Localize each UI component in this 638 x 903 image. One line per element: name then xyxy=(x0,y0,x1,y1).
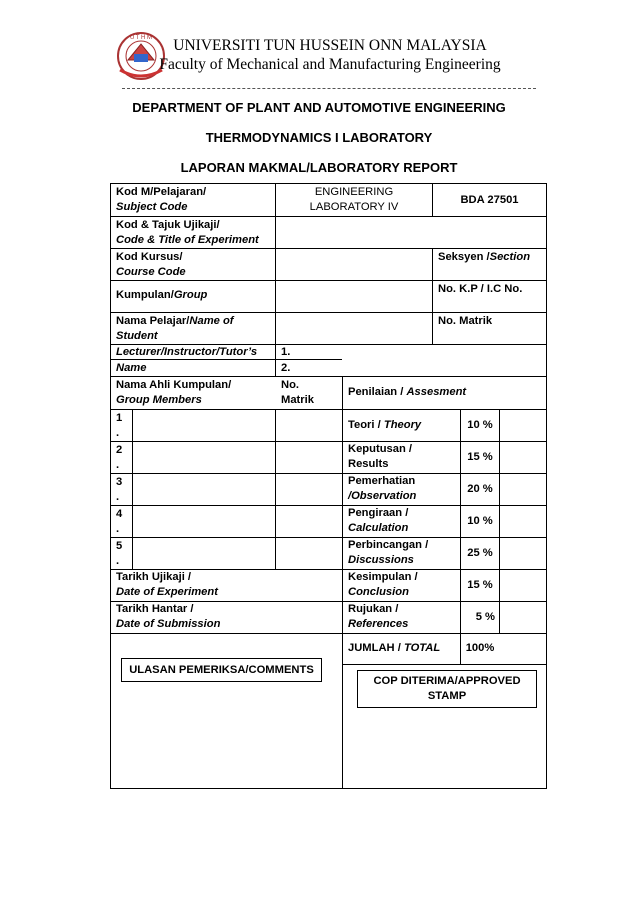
lecturer-2[interactable]: 2. xyxy=(281,362,291,374)
course-code-label: Kod Kursus/ xyxy=(116,251,183,263)
subject-name-line1: ENGINEERING xyxy=(314,186,394,198)
weight-observation: 20 % xyxy=(467,483,493,495)
matric-label: No. Matrik xyxy=(438,315,493,327)
stamp-label-line2: STAMP xyxy=(427,690,467,702)
experiment-label: Kod & Tajuk Ujikaji/ xyxy=(116,219,220,231)
weight-discussions: 25 % xyxy=(467,547,493,559)
date-submission-label-en: Date of Submission xyxy=(116,618,221,630)
assessment-label: Penilaian / Assesment xyxy=(348,386,467,398)
student-name-label-en: Student xyxy=(116,330,158,342)
weight-theory: 10 % xyxy=(467,419,493,431)
assessment-observation-en: /Observation xyxy=(348,490,417,502)
report-form-table xyxy=(110,183,547,789)
member-number: 2 xyxy=(116,444,123,456)
member-number-dot: . xyxy=(116,427,120,439)
assessment-calculation-en: Calculation xyxy=(348,522,409,534)
weight-calculation: 10 % xyxy=(467,515,493,527)
member-number-dot: . xyxy=(116,459,120,471)
group-members-label-en: Group Members xyxy=(116,394,202,406)
report-title: LAPORAN MAKMAL/LABORATORY REPORT xyxy=(180,160,458,175)
student-name-input[interactable] xyxy=(280,317,428,339)
subject-code-label: Kod M/Pelajaran/ xyxy=(116,186,207,198)
member-number: 5 xyxy=(116,540,123,552)
group-members-label: Nama Ahli Kumpulan/ xyxy=(116,379,232,391)
weight-conclusion: 15 % xyxy=(467,579,493,591)
matric-no-label-2: Matrik xyxy=(281,394,314,406)
member-number-dot: . xyxy=(116,555,120,567)
assessment-theory: Teori / Theory xyxy=(348,419,422,431)
lecturer-1[interactable]: 1. xyxy=(281,346,291,358)
member-number: 4 xyxy=(116,508,123,520)
assessment-conclusion-en: Conclusion xyxy=(348,586,409,598)
department-title: DEPARTMENT OF PLANT AND AUTOMOTIVE ENGINEERING xyxy=(132,100,506,115)
group-label: Kumpulan/Group xyxy=(116,289,208,301)
experiment-label-en: Code & Title of Experiment xyxy=(116,234,259,246)
ic-label: No. K.P / I.C No. xyxy=(438,283,523,295)
header-divider xyxy=(122,88,536,89)
comments-area[interactable] xyxy=(116,683,336,783)
faculty-name: Faculty of Mechanical and Manufacturing Engineering xyxy=(159,56,501,73)
section-label: Seksyen /Section xyxy=(438,251,531,263)
assessment-observation: Pemerhatian xyxy=(348,475,416,487)
assessment-references: Rujukan / xyxy=(348,603,399,615)
lecturer-label-2: Name xyxy=(116,362,147,374)
lecturer-label: Lecturer/Instructor/Tutor’s xyxy=(116,346,258,358)
member-number: 1 xyxy=(116,412,123,424)
subject-code-label-en: Subject Code xyxy=(116,201,188,213)
assessment-discussions-en: Discussions xyxy=(348,554,414,566)
weight-references: 5 % xyxy=(475,611,495,623)
experiment-input[interactable] xyxy=(280,221,542,243)
stamp-label-line1: COP DITERIMA/APPROVED xyxy=(373,675,521,687)
assessment-results-en: Results xyxy=(348,458,389,470)
course-code-input[interactable] xyxy=(280,253,428,275)
stamp-label xyxy=(357,670,537,708)
assessment-discussions: Perbincangan / xyxy=(348,539,429,551)
total-value: 100% xyxy=(465,642,495,654)
assessment-calculation: Pengiraan / xyxy=(348,507,409,519)
subject-name-line2: LABORATORY IV xyxy=(309,201,399,213)
member-number-dot: . xyxy=(116,523,120,535)
assessment-results: Keputusan / xyxy=(348,443,413,455)
weight-results: 15 % xyxy=(467,451,493,463)
total-label: JUMLAH / TOTAL xyxy=(348,642,441,654)
date-experiment-label: Tarikh Ujikaji / xyxy=(116,571,192,583)
assessment-conclusion: Kesimpulan / xyxy=(348,571,418,583)
assessment-references-en: References xyxy=(348,618,409,630)
course-code-label-en: Course Code xyxy=(116,266,186,278)
member-number-dot: . xyxy=(116,491,120,503)
subject-code-value: BDA 27501 xyxy=(460,194,519,206)
member-number: 3 xyxy=(116,476,123,488)
date-experiment-label-en: Date of Experiment xyxy=(116,586,218,598)
comments-label: ULASAN PEMERIKSA/COMMENTS xyxy=(121,658,322,682)
university-name: UNIVERSITI TUN HUSSEIN ONN MALAYSIA xyxy=(173,37,487,54)
group-input[interactable] xyxy=(280,285,428,307)
svg-text:U T H M: U T H M xyxy=(129,35,153,41)
lab-title: THERMODYNAMICS I LABORATORY xyxy=(205,130,433,145)
date-submission-label: Tarikh Hantar / xyxy=(116,603,194,615)
matric-no-label: No. xyxy=(281,379,300,391)
student-name-label: Nama Pelajar/Name of xyxy=(116,315,234,327)
